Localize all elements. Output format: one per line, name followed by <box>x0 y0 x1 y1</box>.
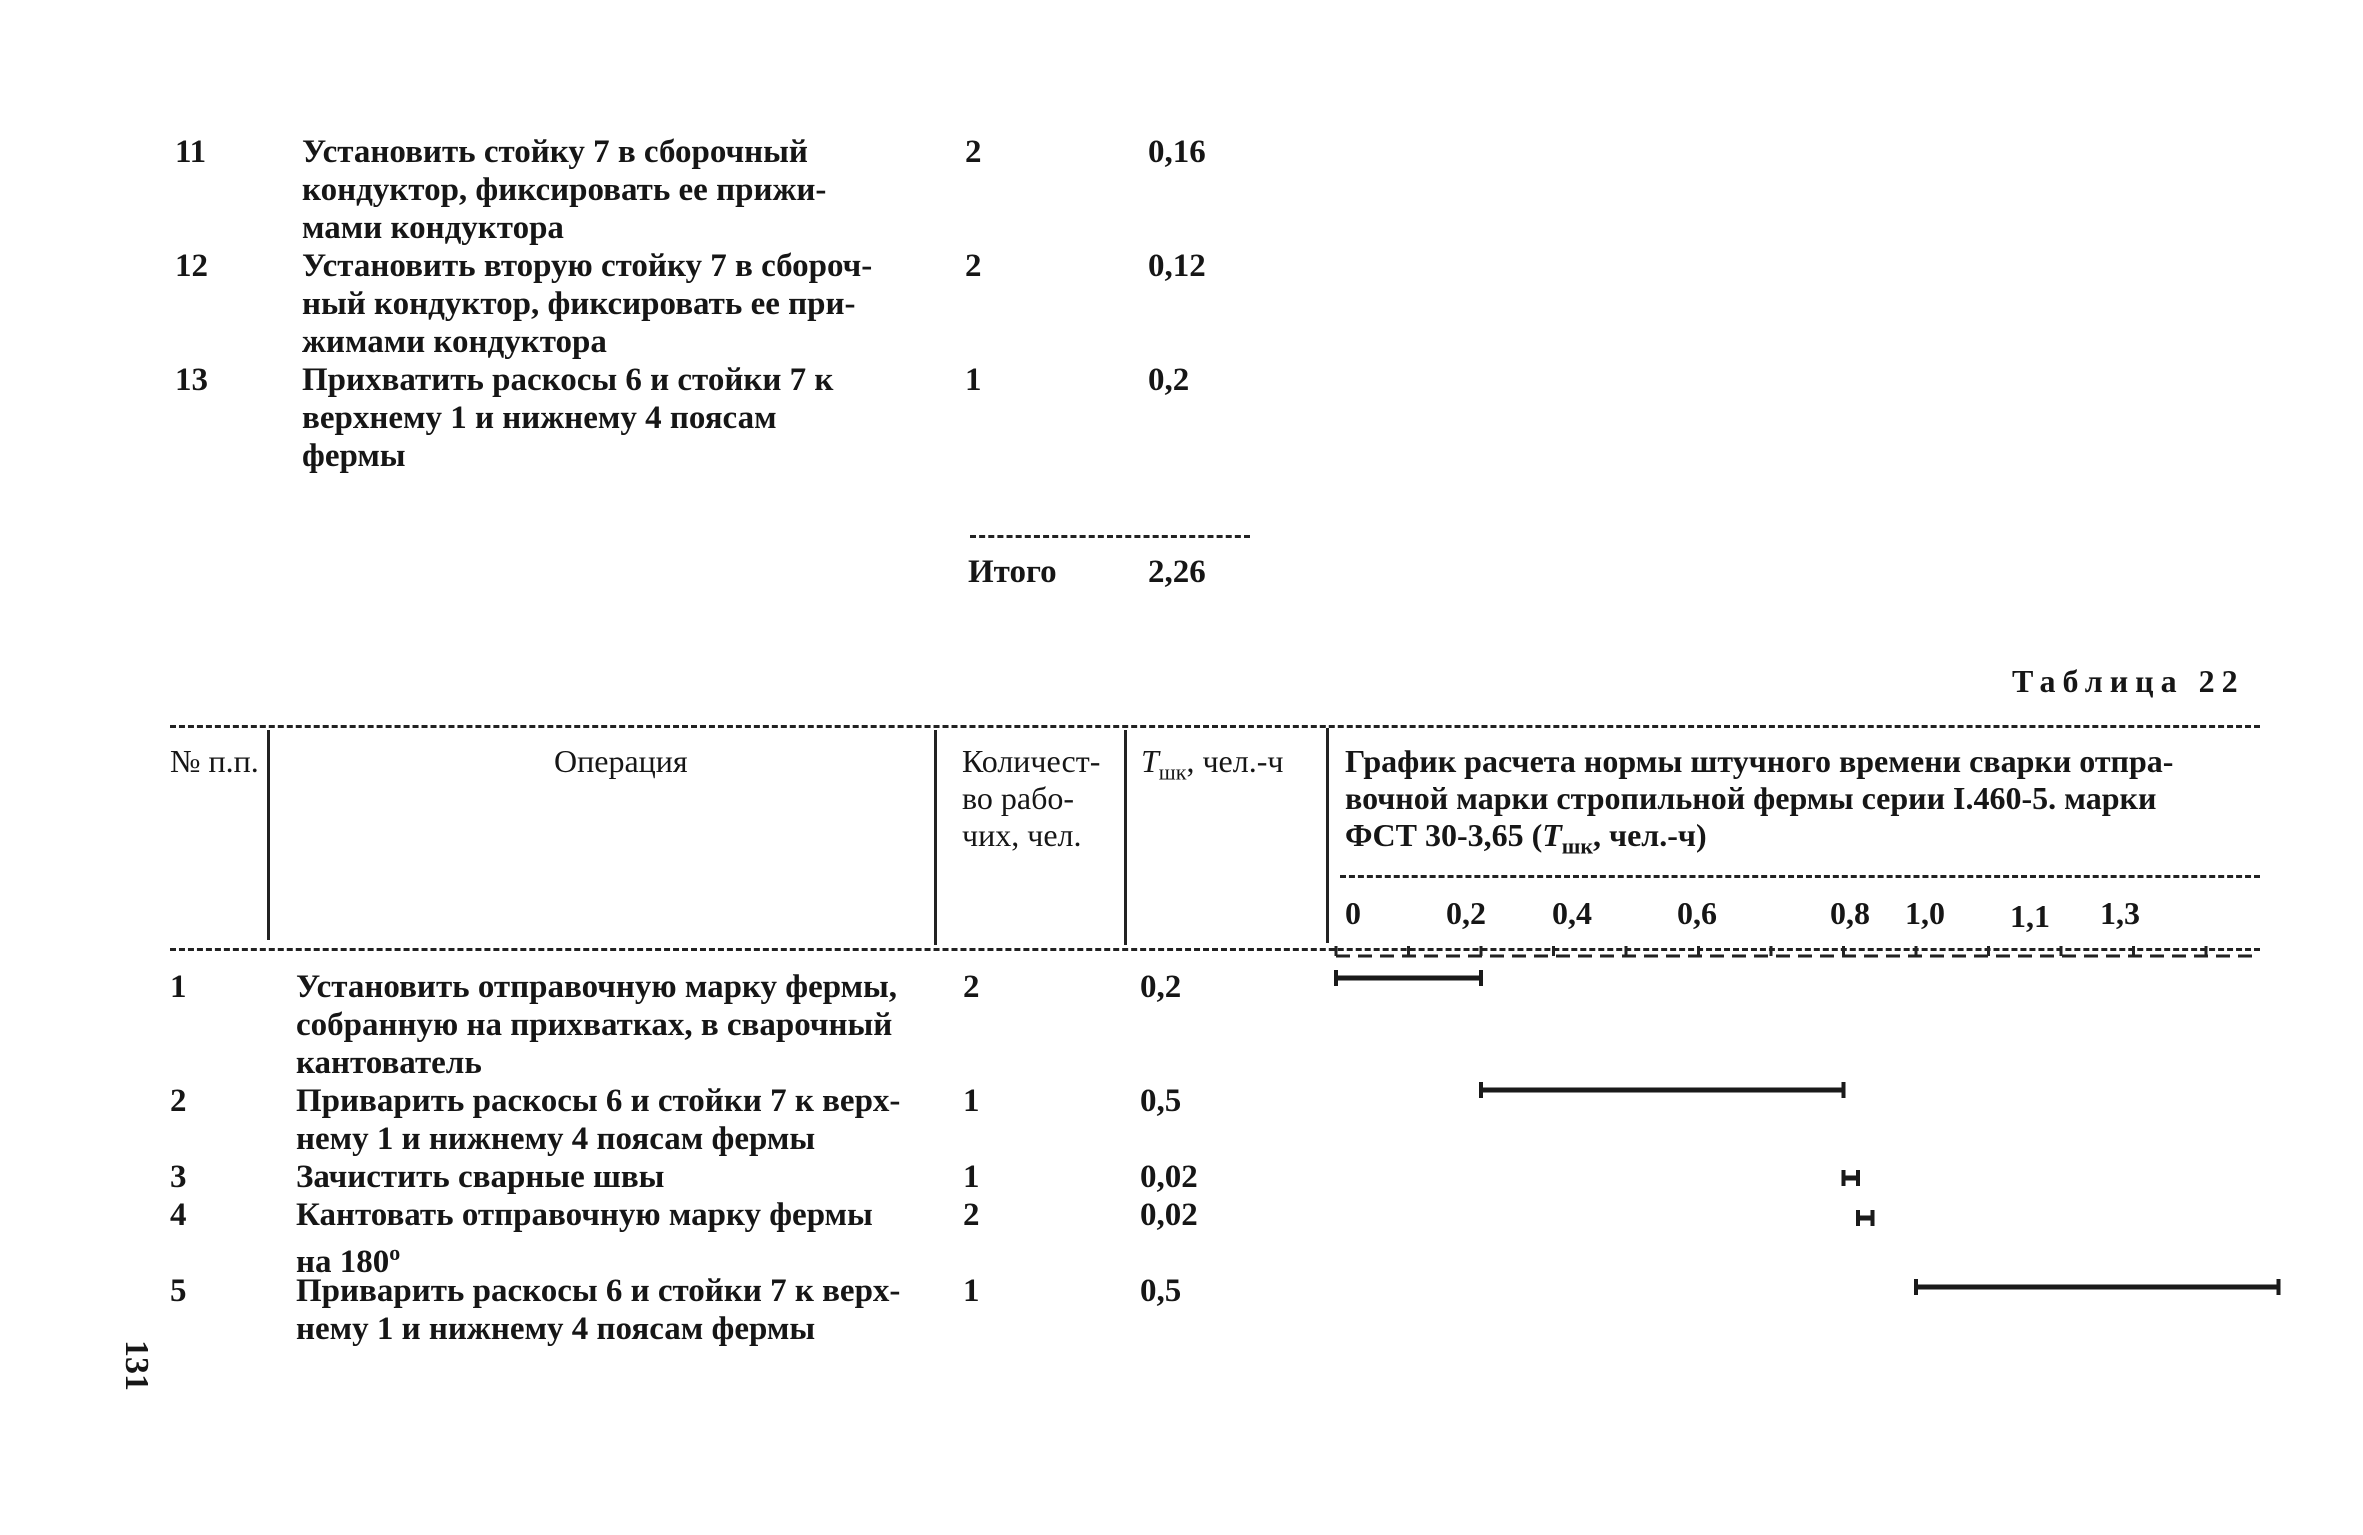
time-symbol: T <box>1141 743 1159 779</box>
header-operation: Операция <box>554 743 688 779</box>
operation-line: фермы <box>302 438 406 474</box>
row-workers: 2 <box>965 248 982 284</box>
operation-line: Кантовать отправочную марку фермы <box>296 1197 873 1233</box>
operation-line: ный кондуктор, фиксировать ее при- <box>302 286 856 322</box>
gantt-bar-row-1 <box>1336 970 1481 986</box>
scale-tick-label: 0,2 <box>1446 895 1486 931</box>
page-number: 131 <box>118 1340 155 1391</box>
row-time: 0,5 <box>1140 1083 1182 1119</box>
scale-tick-label: 1,3 <box>2100 895 2140 931</box>
total-label: Итого <box>968 554 1057 590</box>
operation-line: Зачистить сварные швы <box>296 1159 665 1195</box>
scale-tick-label: 1,1 <box>2010 898 2050 934</box>
row-workers: 1 <box>963 1159 980 1195</box>
operation-line: мами кондуктора <box>302 210 564 246</box>
row-number: 1 <box>170 969 187 1005</box>
operation-line: нему 1 и нижнему 4 поясам фермы <box>296 1311 816 1347</box>
header-workers-line: чих, чел. <box>962 817 1082 853</box>
row-time: 0,2 <box>1140 969 1182 1005</box>
row-number: 4 <box>170 1197 187 1233</box>
scale-tick-label: 0,6 <box>1677 895 1717 931</box>
gantt-bar-row-2 <box>1481 1082 1844 1098</box>
operation-line: собранную на прихватках, в сварочный <box>296 1007 893 1043</box>
table-caption: Таблица 22 <box>2012 663 2245 699</box>
row-number: 11 <box>175 134 207 170</box>
row-time: 0,16 <box>1148 134 1206 170</box>
chart-title-suffix: , чел.-ч) <box>1593 817 1707 853</box>
operation-line: Прихватить раскосы 6 и стойки 7 к <box>302 362 834 398</box>
row-time: 0,02 <box>1140 1159 1198 1195</box>
header-workers-line: во рабо- <box>962 780 1075 816</box>
operation-line: кантователь <box>296 1045 482 1081</box>
row-number: 2 <box>170 1083 187 1119</box>
scale-tick-label: 0,4 <box>1552 895 1592 931</box>
operation-line: нему 1 и нижнему 4 поясам фермы <box>296 1121 816 1157</box>
gantt-bar-row-4 <box>1858 1210 1873 1226</box>
row-workers: 1 <box>963 1273 980 1309</box>
row-number: 5 <box>170 1273 187 1309</box>
scale-tick-label: 0 <box>1345 895 1361 931</box>
scale-tick-label: 1,0 <box>1905 895 1945 931</box>
operation-line: Установить отправочную марку фермы, <box>296 969 898 1005</box>
chart-title-symbol: T <box>1542 817 1562 853</box>
row-workers: 1 <box>963 1083 980 1119</box>
row-number: 13 <box>175 362 208 398</box>
chart-title-line: График расчета нормы штучного времени сварки отпра- <box>1345 743 2174 779</box>
operation-line: Приварить раскосы 6 и стойки 7 к верх- <box>296 1083 901 1119</box>
operation-line: Установить вторую стойку 7 в сбороч- <box>302 248 873 284</box>
time-unit: , чел.-ч <box>1186 743 1284 779</box>
header-workers-line: Количест- <box>962 743 1101 779</box>
operation-line: Установить стойку 7 в сборочный <box>302 134 808 170</box>
row-number: 3 <box>170 1159 187 1195</box>
operation-line: Приварить раскосы 6 и стойки 7 к верх- <box>296 1273 901 1309</box>
chart-title-subscript: шк <box>1561 833 1594 859</box>
row-time: 0,02 <box>1140 1197 1198 1233</box>
header-num: № п.п. <box>170 743 259 779</box>
row-number: 12 <box>175 248 208 284</box>
degree-sign: о <box>389 1240 401 1265</box>
row-workers: 2 <box>965 134 982 170</box>
row-workers: 2 <box>963 969 980 1005</box>
operation-line: верхнему 1 и нижнему 4 поясам <box>302 400 777 436</box>
scale-tick-label: 0,8 <box>1830 895 1870 931</box>
row-workers: 2 <box>963 1197 980 1233</box>
chart-title-line: вочной марки стропильной фермы серии I.460-5. марки <box>1345 780 2157 816</box>
chart-title-prefix: ФСТ 30-3,65 ( <box>1345 817 1543 853</box>
total-value: 2,26 <box>1148 554 1206 590</box>
row-time: 0,2 <box>1148 362 1190 398</box>
operation-text: на 180 <box>296 1244 390 1280</box>
row-workers: 1 <box>965 362 982 398</box>
row-time: 0,12 <box>1148 248 1206 284</box>
gantt-bar-row-3 <box>1844 1170 1859 1186</box>
operation-line: жимами кондуктора <box>302 324 607 360</box>
gantt-bar-row-5 <box>1916 1279 2279 1295</box>
row-time: 0,5 <box>1140 1273 1182 1309</box>
time-subscript: шк <box>1158 759 1187 785</box>
operation-line: кондуктор, фиксировать ее прижи- <box>302 172 827 208</box>
